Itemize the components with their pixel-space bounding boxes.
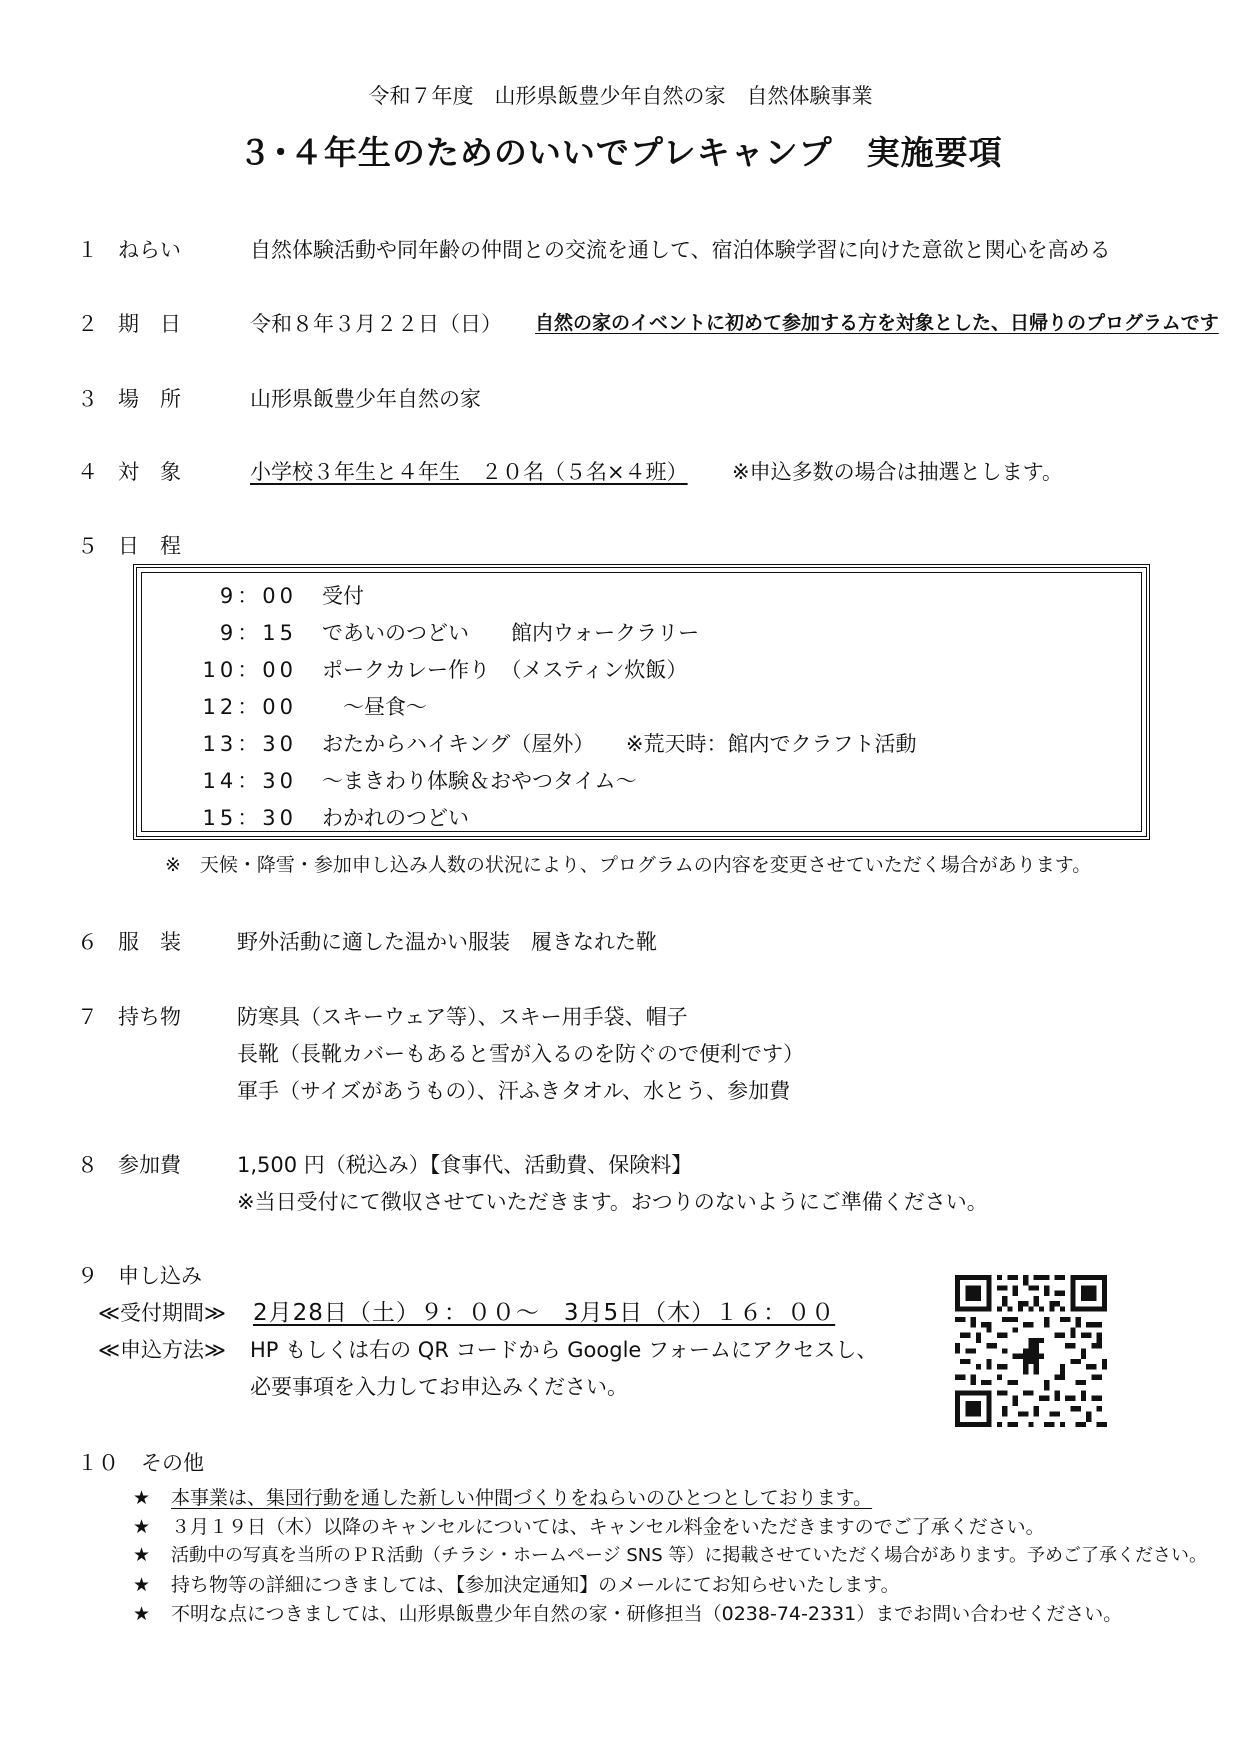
star-icon: ★ [133, 1487, 151, 1509]
section-4-label: 対 象 [118, 460, 181, 484]
method-label: ≪申込方法≫ [98, 1338, 226, 1362]
schedule-activity: おたからハイキング（屋外） ※荒天時：館内でクラフト活動 [322, 732, 917, 756]
star-icon: ★ [133, 1574, 151, 1596]
section-4-number: ４ [77, 460, 98, 484]
schedule-activity: わかれのつどい [322, 806, 469, 830]
section-10-number: １０ [77, 1451, 119, 1475]
star-icon: ★ [133, 1544, 151, 1566]
list-item [133, 1541, 1207, 1567]
section-7-line: 防寒具（スキーウェア等）、スキー用手袋、帽子 [237, 1005, 688, 1029]
section-4-target: 小学校３年生と４年生 ２０名（５名×４班） [250, 460, 688, 484]
section-6-label: 服 装 [118, 930, 181, 954]
schedule-time: 9：15 [219, 621, 297, 645]
section-8-label: 参加費 [118, 1153, 181, 1177]
star-icon: ★ [133, 1603, 151, 1625]
section-2-note: 自然の家のイベントに初めて参加する方を対象とした、日帰りのプログラムです [535, 312, 1219, 334]
section-10-label: その他 [141, 1451, 204, 1475]
section-3-number: ３ [77, 387, 98, 411]
list-item [133, 1483, 872, 1510]
schedule-activity: ～昼食～ [322, 695, 427, 719]
section-9-number: ９ [77, 1264, 98, 1288]
list-item [133, 1512, 1045, 1539]
section-4-note: ※申込多数の場合は抽選とします。 [732, 460, 1063, 484]
page-title: ３･４年生のためのいいでプレキャンプ 実施要項 [238, 133, 1003, 172]
schedule-row [137, 580, 1146, 610]
schedule-time: 12：00 [202, 695, 297, 719]
section-9-label: 申し込み [118, 1264, 202, 1288]
section-5-number: ５ [77, 534, 98, 558]
schedule-time: 15：30 [202, 806, 297, 830]
qr-code-icon[interactable] [955, 1275, 1107, 1427]
schedule-activity: ～まきわり体験＆おやつタイム～ [322, 769, 637, 793]
section-3-text: 山形県飯豊少年自然の家 [250, 387, 481, 411]
period-label: ≪受付期間≫ [98, 1301, 226, 1325]
section-6-number: ６ [77, 930, 98, 954]
schedule-row [137, 654, 1146, 684]
schedule-time: 9：00 [219, 584, 297, 608]
section-5-label: 日 程 [118, 534, 181, 558]
list-item [133, 1599, 1122, 1626]
section-8-note: ※当日受付にて徴収させていただきます。おつりのないようにご準備ください。 [237, 1190, 988, 1214]
schedule-footnote: ※ 天候・降雪・参加申し込み人数の状況により、プログラムの内容を変更させていただく場合があります。 [165, 854, 1092, 876]
section-7-number: ７ [77, 1005, 98, 1029]
schedule-row [137, 765, 1146, 795]
schedule-box [133, 564, 1150, 840]
list-item-text: 活動中の写真を当所のＰＲ活動（チラシ・ホームページ SNS 等）に掲載させていただく場合があります。予めご了承ください。 [171, 1545, 1207, 1566]
section-7-line: 長靴（長靴カバーもあると雪が入るのを防ぐので便利です） [237, 1042, 804, 1066]
star-icon: ★ [133, 1516, 151, 1538]
schedule-activity: であいのつどい 館内ウォークラリー [322, 621, 700, 645]
list-item-text: 持ち物等の詳細につきましては、【参加決定通知】のメールにてお知らせいたします。 [171, 1574, 900, 1596]
schedule-time: 13：30 [202, 732, 297, 756]
schedule-time: 10：00 [202, 658, 297, 682]
schedule-row [137, 691, 1146, 721]
method-line-1: HP もしくは右の QR コードから Google フォームにアクセスし、 [250, 1338, 878, 1362]
section-1-text: 自然体験活動や同年齢の仲間との交流を通して、宿泊体験学習に向けた意欲と関心を高める [250, 238, 1111, 262]
section-3-label: 場 所 [118, 387, 181, 411]
section-1-label: ねらい [118, 238, 181, 262]
section-2-date: 令和８年３月２２日（日） [250, 312, 502, 336]
schedule-row [137, 728, 1146, 758]
list-item [133, 1570, 900, 1597]
schedule-row [137, 617, 1146, 647]
schedule-activity: ポークカレー作り （メスティン炊飯） [322, 658, 688, 682]
section-8-number: ８ [77, 1153, 98, 1177]
section-7-label: 持ち物 [118, 1005, 181, 1029]
list-item-text: 不明な点につきましては、山形県飯豊少年自然の家・研修担当（0238-74-2331）までお問い合わせください。 [171, 1603, 1123, 1625]
section-1-number: １ [77, 238, 98, 262]
section-2-number: ２ [77, 312, 98, 336]
method-line-2: 必要事項を入力してお申込みください。 [250, 1375, 628, 1399]
schedule-time: 14：30 [202, 769, 297, 793]
section-7-line: 軍手（サイズがあうもの）、汗ふきタオル、水とう、参加費 [237, 1079, 791, 1103]
list-item-text: 本事業は、集団行動を通した新しい仲間づくりをねらいのひとつとしております。 [171, 1487, 873, 1509]
supertitle: 令和７年度 山形県飯豊少年自然の家 自然体験事業 [368, 84, 873, 108]
section-6-text: 野外活動に適した温かい服装 履きなれた靴 [237, 930, 657, 954]
schedule-row [137, 802, 1146, 832]
section-2-label: 期 日 [118, 312, 181, 336]
application-period: 2月28日（土）９：００～ 3月5日（木）１６：００ [253, 1300, 836, 1326]
list-item-text: ３月１９日（木）以降のキャンセルについては、キャンセル料金をいただきますのでご了承ください。 [171, 1516, 1045, 1538]
section-8-fee: 1,500 円（税込み）【食事代、活動費、保険料】 [237, 1153, 693, 1177]
schedule-activity: 受付 [322, 584, 364, 608]
